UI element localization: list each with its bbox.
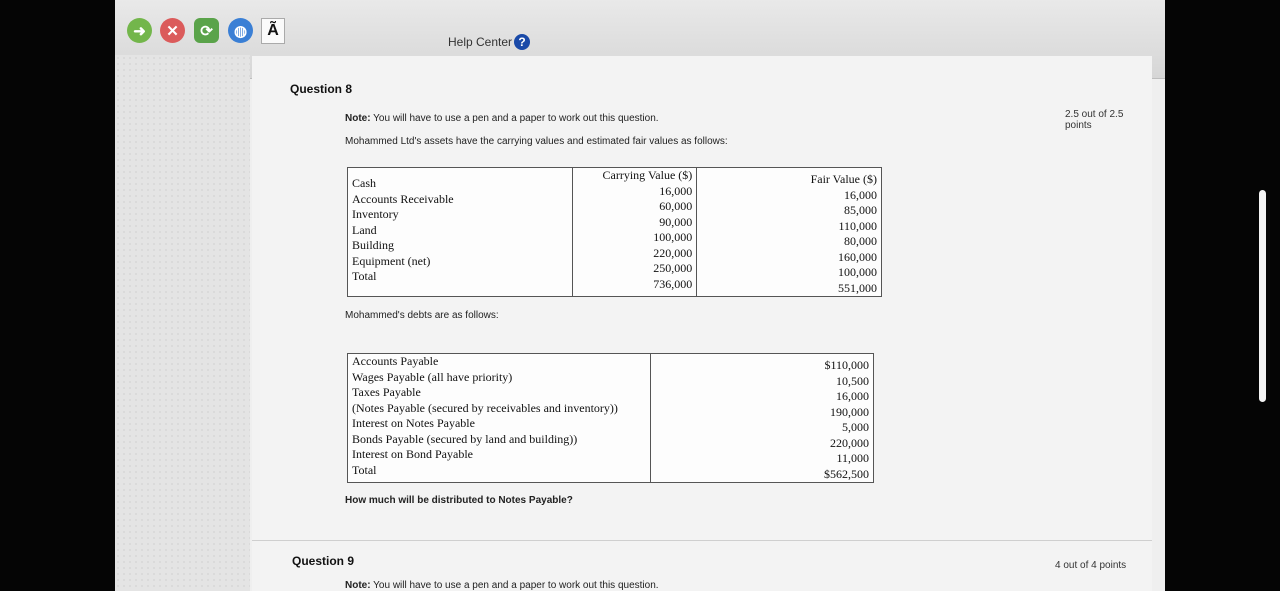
debt-amount: 11,000	[836, 451, 869, 465]
help-icon: ?	[514, 34, 530, 50]
question-8-note	[345, 113, 659, 124]
debts-table	[347, 353, 874, 483]
carrying-value: 60,000	[659, 199, 693, 213]
carrying-value: 90,000	[659, 214, 693, 229]
debt-amount: 5,000	[842, 420, 869, 434]
close-icon[interactable]: ✕	[160, 18, 185, 43]
asset-name: Accounts Receivable	[352, 191, 454, 206]
debt-amount: $562,500	[824, 466, 869, 481]
help-center-label: Help Center	[448, 35, 513, 49]
note-text: You will have to use a pen and a paper to work out this question.	[370, 580, 659, 591]
note-label: Note:	[345, 113, 371, 124]
debt-name: (Notes Payable (secured by receivables and inventory))	[352, 400, 618, 415]
question-8-points: 2.5 out of 2.5 points	[1065, 109, 1124, 131]
help-center-link[interactable]	[448, 34, 530, 50]
carrying-value: 100,000	[653, 230, 693, 244]
question-8-prompt: How much will be distributed to Notes Payable?	[345, 495, 573, 506]
question-divider	[252, 540, 1152, 541]
debt-names-cell	[348, 354, 651, 483]
carrying-value-header: Carrying Value ($)	[602, 168, 693, 182]
carrying-value: 220,000	[653, 245, 693, 260]
debt-amount: $110,000	[824, 358, 869, 372]
debt-name: Taxes Payable	[352, 385, 421, 399]
note-text: You will have to use a pen and a paper to work out this question.	[370, 113, 659, 124]
globe-icon[interactable]: ◍	[228, 18, 253, 43]
scrollbar[interactable]	[1259, 190, 1266, 402]
assets-intro: Mohammed Ltd's assets have the carrying values and estimated fair values as follows:	[345, 136, 728, 147]
debt-name: Accounts Payable	[352, 354, 439, 368]
asset-name: Inventory	[352, 207, 399, 221]
fair-value: 85,000	[844, 203, 877, 217]
debt-name: Wages Payable (all have priority)	[352, 369, 513, 384]
debt-amount: 16,000	[836, 389, 869, 403]
question-8-title: Question 8	[290, 82, 353, 96]
fair-value-header: Fair Value ($)	[810, 172, 877, 186]
fair-values-cell	[697, 168, 882, 297]
debt-name: Bonds Payable (secured by land and building))	[352, 431, 578, 446]
asset-names-cell	[348, 168, 573, 297]
fair-value: 16,000	[844, 187, 877, 202]
debt-name: Interest on Bond Payable	[352, 447, 473, 461]
question-9-points: 4 out of 4 points	[1055, 560, 1127, 571]
carrying-value: 16,000	[659, 183, 693, 198]
carrying-value: 736,000	[653, 276, 693, 291]
carrying-value: 250,000	[653, 261, 693, 275]
sidebar	[115, 55, 250, 591]
carrying-values-cell	[572, 168, 696, 297]
refresh-icon[interactable]: ⟳	[194, 18, 219, 43]
debt-name: Interest on Notes Payable	[352, 416, 475, 430]
asset-name: Equipment (net)	[352, 253, 431, 268]
browser-screen	[115, 0, 1165, 591]
fair-value: 80,000	[844, 234, 877, 248]
asset-name: Land	[352, 222, 377, 237]
question-9-title: Question 9	[292, 554, 355, 568]
debt-amounts-cell	[651, 354, 874, 483]
debt-amount: 190,000	[830, 404, 869, 419]
debts-intro: Mohammed's debts are as follows:	[345, 310, 499, 321]
assets-table	[347, 167, 882, 297]
fair-value: 160,000	[838, 249, 877, 264]
debt-amount: 10,500	[836, 373, 869, 388]
asset-name: Building	[352, 238, 395, 252]
asset-name: Cash	[352, 176, 376, 190]
forward-icon[interactable]: ➜	[127, 18, 152, 43]
asset-name: Total	[352, 269, 377, 283]
debt-name: Total	[352, 462, 377, 477]
fair-value: 551,000	[838, 280, 877, 295]
character-icon[interactable]: Ã	[261, 18, 285, 44]
fair-value: 110,000	[838, 218, 877, 233]
fair-value: 100,000	[838, 265, 877, 279]
question-9-note	[345, 580, 659, 591]
note-label: Note:	[345, 580, 371, 591]
debt-amount: 220,000	[830, 435, 869, 450]
question-content	[252, 56, 1152, 591]
